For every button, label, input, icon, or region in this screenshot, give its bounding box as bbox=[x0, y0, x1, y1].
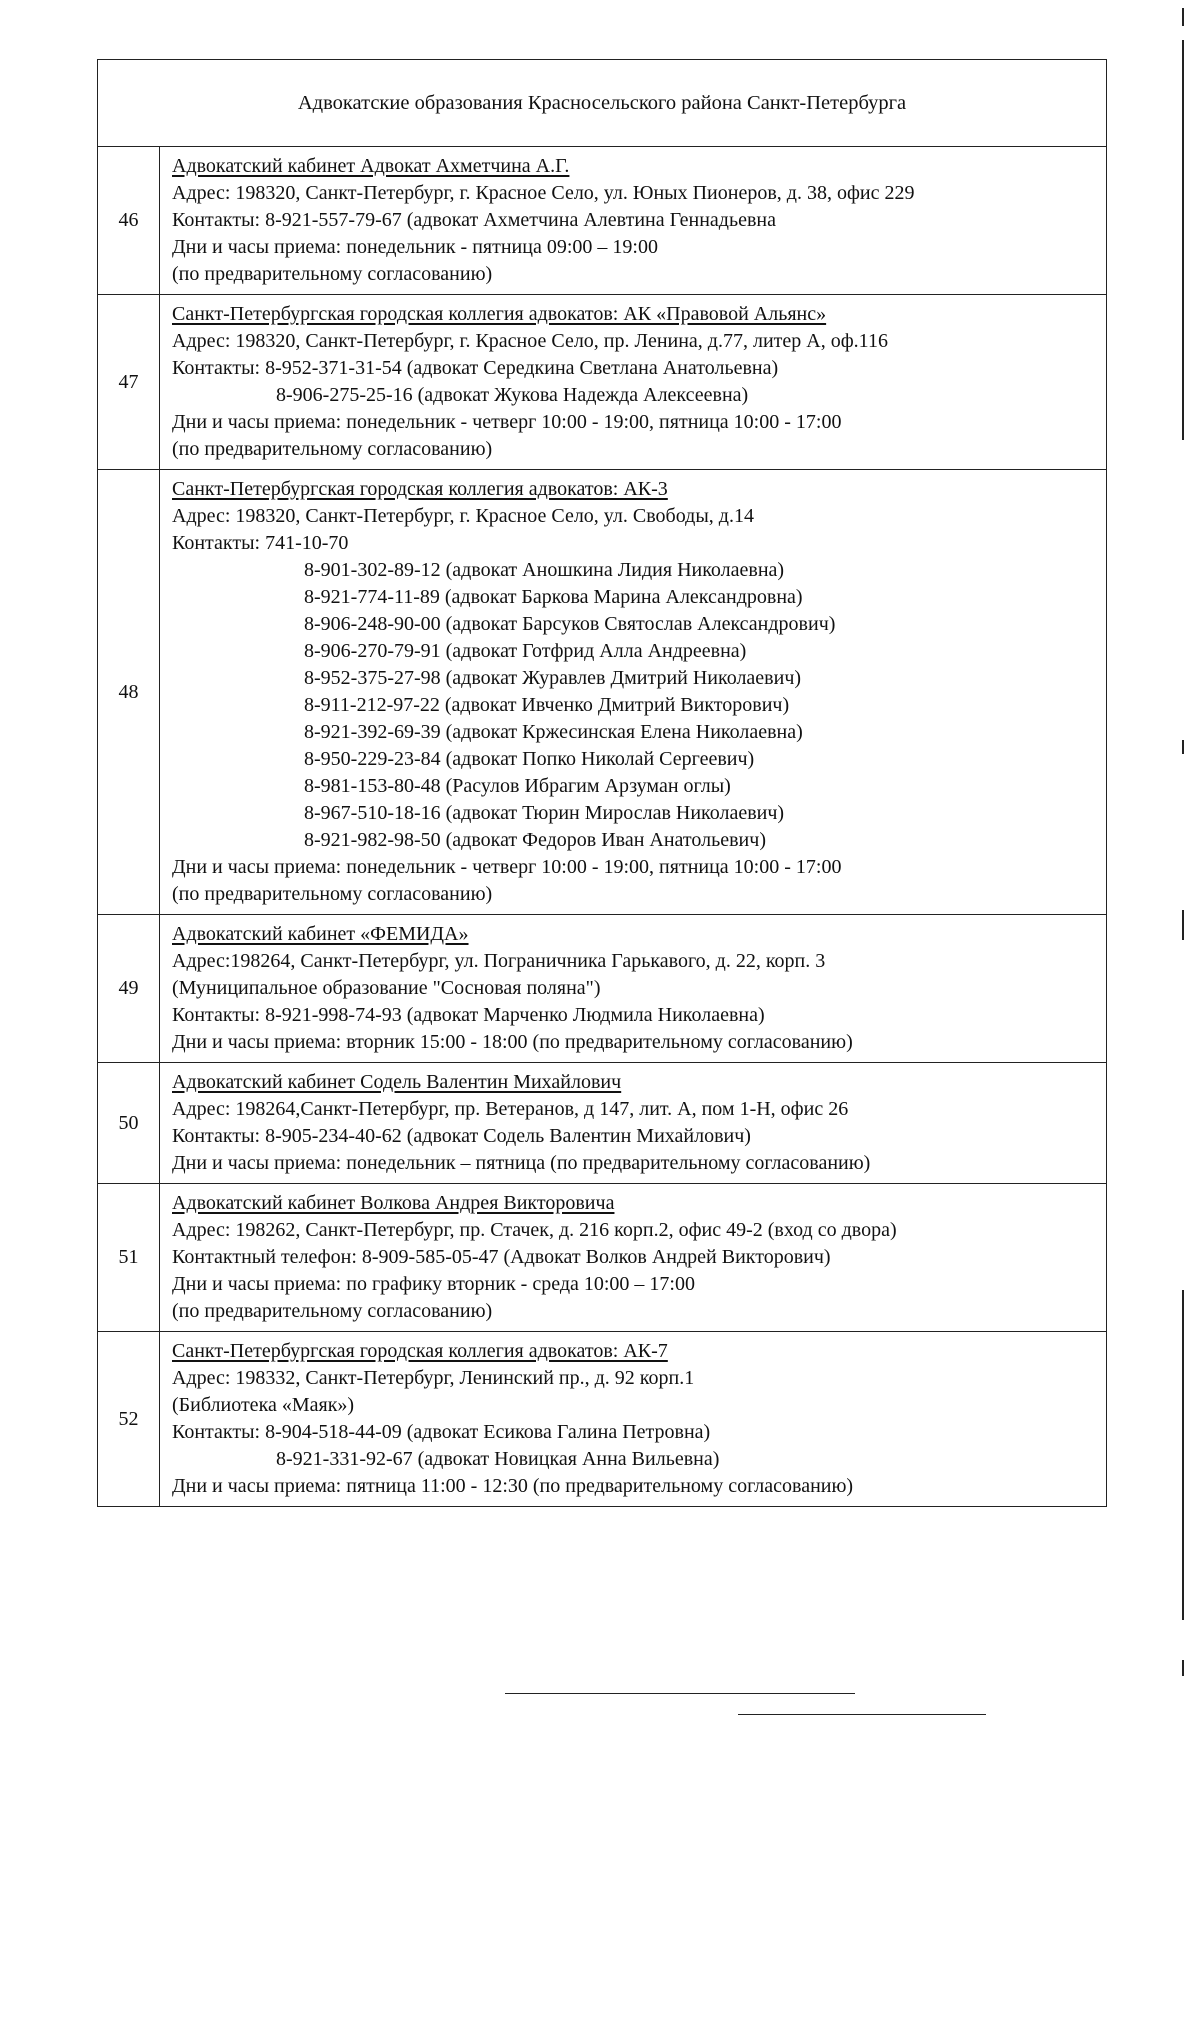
entry-details bbox=[160, 147, 1107, 295]
contact-phone: 8-967-510-18-16 (адвокат Тюрин Мирослав Николаевич) bbox=[304, 802, 785, 824]
contact-phone: 8-921-982-98-50 (адвокат Федоров Иван Анатольевич) bbox=[304, 829, 766, 851]
contact-phone: 8-952-375-27-98 (адвокат Журавлев Дмитрий Николаевич) bbox=[304, 667, 802, 689]
scan-artifact bbox=[1182, 740, 1184, 754]
address-line: Адрес:198264, Санкт-Петербург, ул. Пограничника Гарькавого, д. 22, корп. 3 bbox=[172, 950, 826, 972]
table-row bbox=[98, 147, 1107, 295]
contacts-line: Контакты: 8-952-371-31-54 (адвокат Середкина Светлана Анатольевна) bbox=[172, 357, 779, 379]
entry-details bbox=[160, 1063, 1107, 1184]
hours-note: (по предварительному согласованию) bbox=[172, 438, 493, 460]
contact-phone: 8-921-774-11-89 (адвокат Баркова Марина Александровна) bbox=[304, 586, 803, 608]
contact-phone: 8-906-248-90-00 (адвокат Барсуков Святослав Александрович) bbox=[304, 613, 836, 635]
contact-phone: 8-981-153-80-48 (Расулов Ибрагим Арзуман оглы) bbox=[304, 775, 731, 797]
address-note: (Библиотека «Маяк») bbox=[172, 1394, 355, 1416]
entry-number: 49 bbox=[98, 915, 160, 1063]
entry-details bbox=[160, 1184, 1107, 1332]
organization-name: Адвокатский кабинет «ФЕМИДА» bbox=[172, 923, 469, 945]
organization-name: Санкт-Петербургская городская коллегия адвокатов: АК «Правовой Альянс» bbox=[172, 303, 827, 325]
entry-number: 47 bbox=[98, 295, 160, 470]
contact-phone: 8-950-229-23-84 (адвокат Попко Николай Сергеевич) bbox=[304, 748, 755, 770]
hours-line: Дни и часы приема: вторник 15:00 - 18:00 (по предварительному согласованию) bbox=[172, 1031, 853, 1053]
table-row bbox=[98, 1332, 1107, 1507]
contacts-line: Контакты: 8-921-998-74-93 (адвокат Марченко Людмила Николаевна) bbox=[172, 1004, 765, 1026]
contacts-line: Контакты: 8-904-518-44-09 (адвокат Есикова Галина Петровна) bbox=[172, 1421, 711, 1443]
address-line: Адрес: 198264,Санкт-Петербург, пр. Ветеранов, д 147, лит. А, пом 1-Н, офис 26 bbox=[172, 1098, 849, 1120]
hours-note: (по предварительному согласованию) bbox=[172, 883, 493, 905]
hours-line: Дни и часы приема: понедельник – пятница (по предварительному согласованию) bbox=[172, 1152, 871, 1174]
contact-phone: 8-901-302-89-12 (адвокат Аношкина Лидия Николаевна) bbox=[304, 559, 785, 581]
hours-line: Дни и часы приема: понедельник - четверг 10:00 - 19:00, пятница 10:00 - 17:00 bbox=[172, 856, 842, 878]
contact-phone: 8-911-212-97-22 (адвокат Ивченко Дмитрий Викторович) bbox=[304, 694, 790, 716]
contacts-line: Контакты: 8-921-557-79-67 (адвокат Ахметчина Алевтина Геннадьевна bbox=[172, 209, 776, 231]
hours-line: Дни и часы приема: по графику вторник - среда 10:00 – 17:00 bbox=[172, 1273, 695, 1295]
entry-number: 51 bbox=[98, 1184, 160, 1332]
address-line: Адрес: 198320, Санкт-Петербург, г. Красное Село, пр. Ленина, д.77, литер А, оф.116 bbox=[172, 330, 888, 352]
address-line: Адрес: 198332, Санкт-Петербург, Ленинский пр., д. 92 корп.1 bbox=[172, 1367, 695, 1389]
entry-number: 52 bbox=[98, 1332, 160, 1507]
contact-phone: 8-906-275-25-16 (адвокат Жукова Надежда Алексеевна) bbox=[276, 384, 749, 406]
address-note: (Муниципальное образование "Сосновая поляна") bbox=[172, 977, 601, 999]
hours-note: (по предварительному согласованию) bbox=[172, 1300, 493, 1322]
table-row bbox=[98, 295, 1107, 470]
address-line: Адрес: 198320, Санкт-Петербург, г. Красное Село, ул. Свободы, д.14 bbox=[172, 505, 754, 527]
contact-phone: 8-921-331-92-67 (адвокат Новицкая Анна Вильевна) bbox=[276, 1448, 720, 1470]
entry-details bbox=[160, 1332, 1107, 1507]
scan-artifact bbox=[1182, 40, 1184, 440]
scan-artifact bbox=[1182, 1290, 1184, 1620]
table-row bbox=[98, 470, 1107, 915]
contact-phone: 8-906-270-79-91 (адвокат Готфрид Алла Андреевна) bbox=[304, 640, 747, 662]
organization-name: Санкт-Петербургская городская коллегия адвокатов: АК-3 bbox=[172, 478, 668, 500]
hours-note: (по предварительному согласованию) bbox=[172, 263, 493, 285]
table-title: Адвокатские образования Красносельского района Санкт-Петербурга bbox=[98, 60, 1107, 147]
organization-name: Адвокатский кабинет Содель Валентин Михайлович bbox=[172, 1071, 622, 1093]
signature-line bbox=[738, 1714, 986, 1715]
entry-details bbox=[160, 470, 1107, 915]
entry-details bbox=[160, 295, 1107, 470]
scan-artifact bbox=[1182, 1660, 1184, 1676]
organization-name: Адвокатский кабинет Адвокат Ахметчина А.Г. bbox=[172, 155, 570, 177]
address-line: Адрес: 198262, Санкт-Петербург, пр. Стачек, д. 216 корп.2, офис 49-2 (вход со двора) bbox=[172, 1219, 897, 1241]
table-header-row bbox=[98, 60, 1107, 147]
table-row bbox=[98, 1184, 1107, 1332]
contacts-line: Контактный телефон: 8-909-585-05-47 (Адвокат Волков Андрей Викторович) bbox=[172, 1246, 831, 1268]
entry-number: 46 bbox=[98, 147, 160, 295]
scan-artifact bbox=[1182, 910, 1184, 940]
contact-phone: 8-921-392-69-39 (адвокат Кржесинская Елена Николаевна) bbox=[304, 721, 803, 743]
signature-line bbox=[505, 1693, 855, 1694]
entry-number: 48 bbox=[98, 470, 160, 915]
lawyers-table bbox=[97, 59, 1107, 1507]
hours-line: Дни и часы приема: понедельник - четверг 10:00 - 19:00, пятница 10:00 - 17:00 bbox=[172, 411, 842, 433]
contacts-line: Контакты: 741-10-70 bbox=[172, 532, 349, 554]
hours-line: Дни и часы приема: пятница 11:00 - 12:30 (по предварительному согласованию) bbox=[172, 1475, 854, 1497]
table-row bbox=[98, 915, 1107, 1063]
organization-name: Адвокатский кабинет Волкова Андрея Викторовича bbox=[172, 1192, 615, 1214]
address-line: Адрес: 198320, Санкт-Петербург, г. Красное Село, ул. Юных Пионеров, д. 38, офис 229 bbox=[172, 182, 915, 204]
hours-line: Дни и часы приема: понедельник - пятница 09:00 – 19:00 bbox=[172, 236, 658, 258]
organization-name: Санкт-Петербургская городская коллегия адвокатов: АК-7 bbox=[172, 1340, 668, 1362]
table-row bbox=[98, 1063, 1107, 1184]
contacts-line: Контакты: 8-905-234-40-62 (адвокат Содель Валентин Михайлович) bbox=[172, 1125, 751, 1147]
scan-artifact bbox=[1182, 8, 1184, 26]
entry-details bbox=[160, 915, 1107, 1063]
entry-number: 50 bbox=[98, 1063, 160, 1184]
